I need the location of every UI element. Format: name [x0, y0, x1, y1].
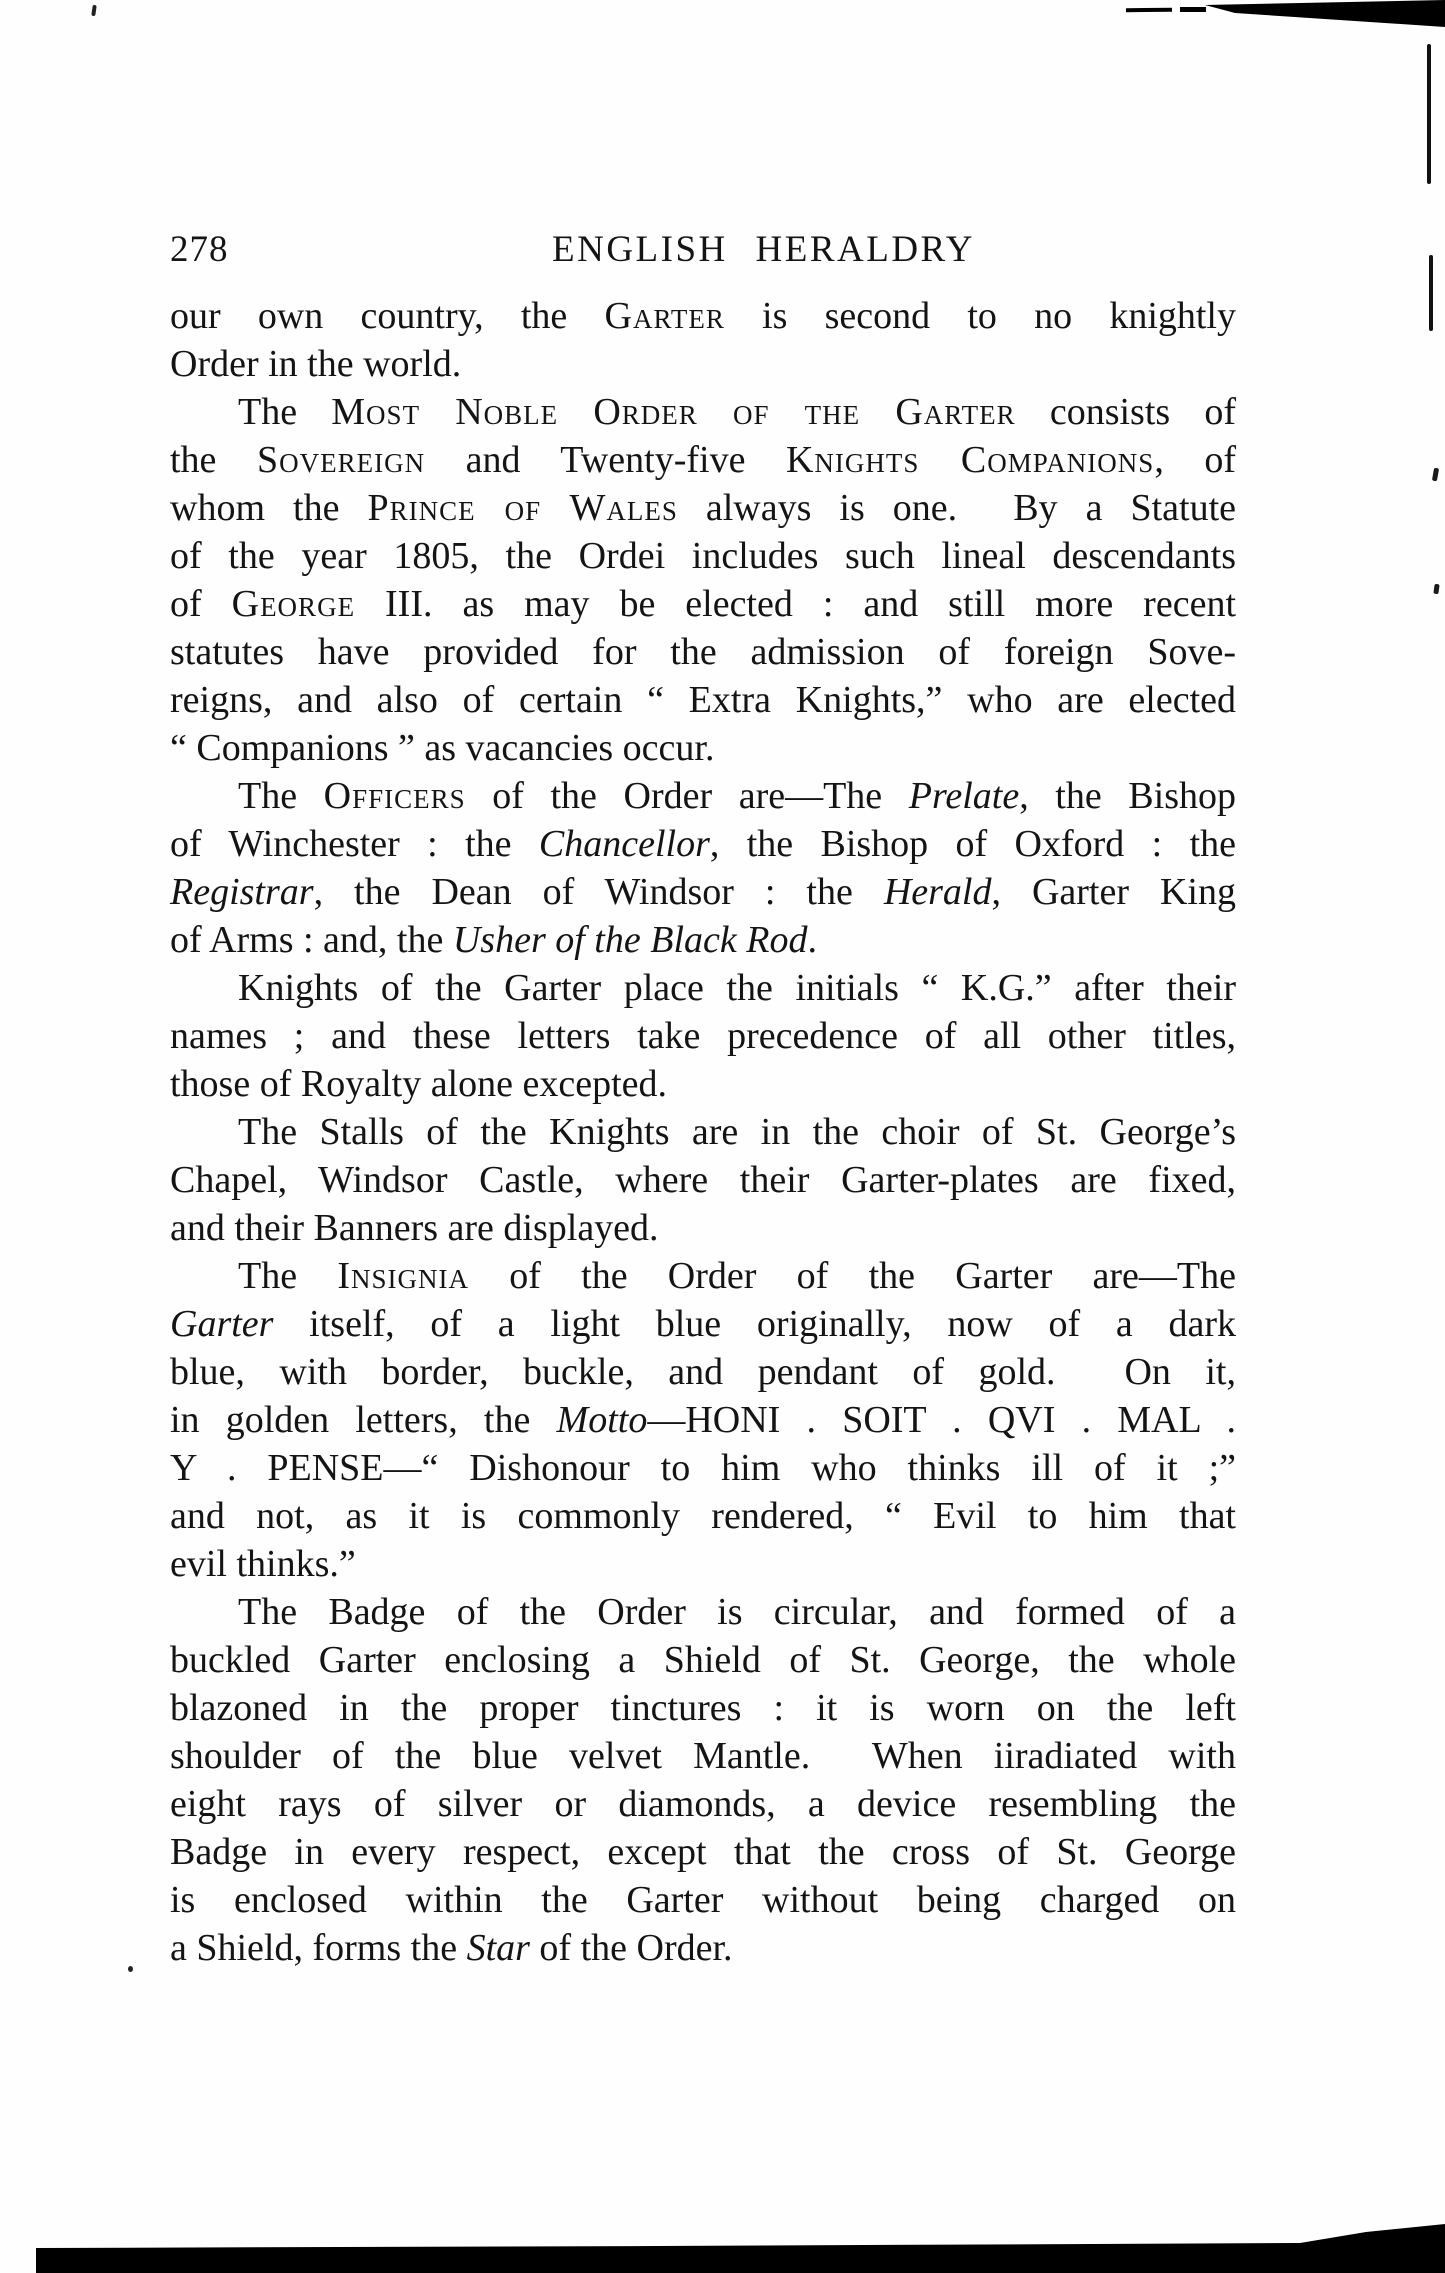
text-line — [170, 868, 1236, 916]
text-line — [170, 532, 1236, 580]
small-caps-text: Insignia — [337, 1255, 469, 1297]
text-run: Knights of the Garter place the initials “ K.G.” after their — [238, 967, 1236, 1009]
text-run: itself, of a light blue originally, now of a dark — [273, 1303, 1236, 1345]
paragraph — [170, 1252, 1236, 1588]
text-line — [170, 388, 1236, 436]
text-run: Badge in every respect, except that the cross of St. George — [170, 1831, 1236, 1873]
text-line — [170, 484, 1236, 532]
scan-artifact-top-dash — [1180, 7, 1206, 12]
text-run: the — [170, 439, 257, 481]
text-run: reigns, and also of certain “ Extra Knights,” who are elected — [170, 679, 1236, 721]
text-run: , the Dean of Windsor : the — [313, 871, 884, 913]
scan-artifact-top-right-wedge — [1205, 0, 1445, 30]
text-column — [170, 228, 1236, 1972]
small-caps-text: Most Noble Order of the Garter — [331, 391, 1016, 433]
text-line — [170, 676, 1236, 724]
text-run: is second to no knightly — [724, 295, 1236, 337]
text-line — [170, 1732, 1236, 1780]
paragraph — [170, 292, 1236, 388]
text-run: in golden letters, the — [170, 1399, 557, 1441]
scan-artifact-speck — [1433, 584, 1439, 595]
scan-artifact-speck — [128, 1966, 133, 1972]
text-line — [170, 916, 1236, 964]
text-line — [170, 1828, 1236, 1876]
text-run: The Stalls of the Knights are in the choir of St. George’s — [238, 1111, 1236, 1153]
small-caps-text: Knights Companions — [785, 439, 1155, 481]
text-line — [170, 340, 1236, 388]
italic-text: Star — [466, 1927, 530, 1969]
scan-artifact-page-edge-line — [1429, 255, 1433, 331]
text-line — [170, 1396, 1236, 1444]
text-run: of — [170, 583, 232, 625]
text-run: our own country, the — [170, 295, 605, 337]
text-line — [170, 292, 1236, 340]
text-line — [170, 1588, 1236, 1636]
text-run: always is one. By a Statute — [677, 487, 1237, 529]
text-run: III. as may be elected : and still more recent — [355, 583, 1236, 625]
text-line — [170, 1252, 1236, 1300]
small-caps-text: George — [231, 583, 356, 625]
paragraph — [170, 388, 1236, 772]
text-run: Y . PENSE—“ Dishonour to him who thinks ill of it ;” — [170, 1447, 1236, 1489]
text-run: whom the — [170, 487, 368, 529]
text-run: buckled Garter enclosing a Shield of St. George, the whole — [170, 1639, 1236, 1681]
text-run: shoulder of the blue velvet Mantle. When iiradiated with — [170, 1735, 1236, 1777]
text-run: of Arms : and, the — [170, 919, 453, 961]
text-line — [170, 628, 1236, 676]
small-caps-text: Prince of Wales — [367, 487, 678, 529]
small-caps-text: Garter — [604, 295, 725, 337]
italic-text: Motto — [556, 1399, 648, 1441]
page-text — [170, 292, 1236, 1972]
italic-text: Garter — [170, 1303, 274, 1345]
text-run: is enclosed within the Garter without being charged on — [170, 1879, 1236, 1921]
text-line — [170, 1684, 1236, 1732]
text-run: , of — [1154, 439, 1236, 481]
text-line — [170, 1012, 1236, 1060]
text-run: The — [238, 775, 324, 817]
text-run: The — [238, 391, 332, 433]
small-caps-text: Sovereign — [256, 439, 426, 481]
scan-artifact-speck — [1432, 468, 1439, 482]
italic-text: Chancellor — [538, 823, 710, 865]
text-line — [170, 1876, 1236, 1924]
text-line — [170, 580, 1236, 628]
paragraph — [170, 1108, 1236, 1252]
text-line — [170, 1492, 1236, 1540]
text-run: statutes have provided for the admission of foreign Sove- — [170, 631, 1236, 673]
text-run: , Garter King — [991, 871, 1236, 913]
text-run: of the Order of the Garter are—The — [468, 1255, 1236, 1297]
italic-text: Prelate — [908, 775, 1020, 817]
text-line — [170, 772, 1236, 820]
text-run: of Winchester : the — [170, 823, 539, 865]
text-line — [170, 820, 1236, 868]
text-line — [170, 1636, 1236, 1684]
small-caps-text: Officers — [323, 775, 466, 817]
text-run: —HONI . SOIT . QVI . MAL . — [647, 1399, 1236, 1441]
text-line — [170, 1540, 1236, 1588]
text-line — [170, 1924, 1236, 1972]
text-run: . — [807, 919, 817, 961]
text-line — [170, 1204, 1236, 1252]
page-header — [170, 228, 1236, 276]
scan-artifact-bottom-bar — [36, 2220, 1445, 2273]
text-run: Chapel, Windsor Castle, where their Garter-plates are fixed, — [170, 1159, 1236, 1201]
text-run: blazoned in the proper tinctures : it is worn on the left — [170, 1687, 1236, 1729]
text-run: blue, with border, buckle, and pendant of gold. On it, — [170, 1351, 1236, 1393]
text-run: , the Bishop — [1019, 775, 1236, 817]
scan-artifact-page-edge-line — [1427, 44, 1431, 184]
text-line — [170, 1300, 1236, 1348]
paragraph — [170, 772, 1236, 964]
scan-artifact-top-dash — [1126, 8, 1172, 12]
text-run: “ Companions ” as vacancies occur. — [170, 727, 715, 769]
text-run: , the Bishop of Oxford : the — [709, 823, 1236, 865]
paragraph — [170, 964, 1236, 1108]
text-run: those of Royalty alone excepted. — [170, 1063, 668, 1105]
text-run: of the year 1805, the Ordei includes such lineal descendants — [170, 535, 1236, 577]
text-line — [170, 1156, 1236, 1204]
text-line — [170, 436, 1236, 484]
text-run: evil thinks.” — [170, 1543, 356, 1585]
text-run: and Twenty-five — [425, 439, 786, 481]
text-line — [170, 1444, 1236, 1492]
text-line — [170, 1060, 1236, 1108]
text-run: eight rays of silver or diamonds, a device resembling the — [170, 1783, 1236, 1825]
running-title: ENGLISH HERALDRY — [552, 229, 975, 270]
text-line — [170, 1108, 1236, 1156]
text-run: of the Order are—The — [465, 775, 909, 817]
text-run: The Badge of the Order is circular, and formed of a — [238, 1591, 1236, 1633]
text-line — [170, 1348, 1236, 1396]
italic-text: Usher of the Black Rod — [452, 919, 808, 961]
text-run: a Shield, forms the — [170, 1927, 467, 1969]
text-run: and their Banners are displayed. — [170, 1207, 659, 1249]
text-line — [170, 724, 1236, 772]
page-number: 278 — [170, 229, 229, 270]
italic-text: Registrar — [170, 871, 314, 913]
italic-text: Herald — [883, 871, 992, 913]
text-run: of the Order. — [529, 1927, 733, 1969]
text-run: consists of — [1015, 391, 1237, 433]
text-run: Order in the world. — [170, 343, 462, 385]
text-line — [170, 1780, 1236, 1828]
scan-artifact-speck — [91, 5, 96, 16]
text-line — [170, 964, 1236, 1012]
paragraph — [170, 1588, 1236, 1972]
text-run: names ; and these letters take precedence of all other titles, — [170, 1015, 1236, 1057]
text-run: and not, as it is commonly rendered, “ Evil to him that — [170, 1495, 1236, 1537]
text-run: The — [238, 1255, 338, 1297]
